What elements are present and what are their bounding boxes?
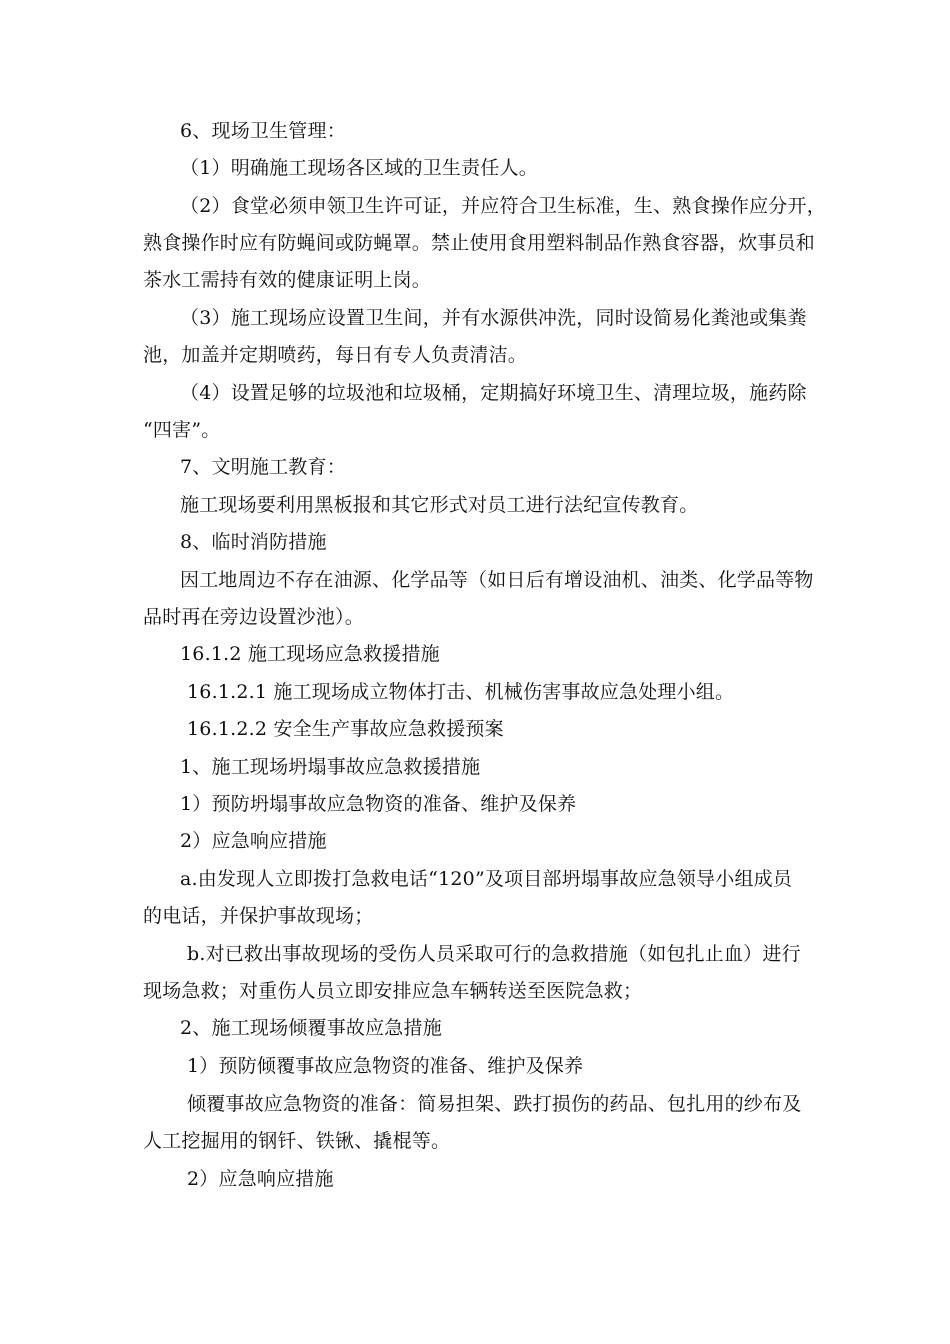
- paragraph-line: 的电话，并保护事故现场；: [143, 905, 374, 927]
- paragraph-line: 现场急救；对重伤人员立即安排应急车辆转送至医院急救；: [143, 980, 643, 1002]
- paragraph-line: （3）施工现场应设置卫生间，并有水源供冲洗，同时设简易化粪池或集粪: [180, 307, 807, 329]
- paragraph-line: 16.1.2.1 施工现场成立物体打击、机械伤害事故应急处理小组。: [187, 681, 735, 703]
- paragraph-line: （1）明确施工现场各区域的卫生责任人。: [180, 157, 538, 179]
- paragraph-line: 2）应急响应措施: [187, 1168, 334, 1190]
- section-heading-education: 7、文明施工教育：: [180, 456, 346, 478]
- paragraph-line: 1）预防坍塌事故应急物资的准备、维护及保养: [180, 793, 577, 815]
- paragraph-line: “四害”。: [143, 419, 221, 441]
- section-heading-16-1-2: 16.1.2 施工现场应急救援措施: [180, 643, 440, 665]
- paragraph-line: 人工挖掘用的钢钎、铁锹、撬棍等。: [143, 1130, 451, 1152]
- paragraph-line: 因工地周边不存在油源、化学品等（如日后有增设油机、油类、化学品等物: [180, 569, 814, 591]
- section-heading-overturn: 2、施工现场倾覆事故应急措施: [180, 1017, 442, 1039]
- paragraph-line: 16.1.2.2 安全生产事故应急救援预案: [187, 718, 504, 740]
- paragraph-line: 池，加盖并定期喷药，每日有专人负责清洁。: [143, 344, 528, 366]
- paragraph-line: （2）食堂必须申领卫生许可证，并应符合卫生标准，生、熟食操作应分开，: [180, 195, 826, 217]
- paragraph-line: a.由发现人立即拨打急救电话“120”及项目部坍塌事故应急领导小组成员: [180, 868, 793, 890]
- paragraph-line: 茶水工需持有效的健康证明上岗。: [143, 269, 432, 291]
- paragraph-line: 施工现场要利用黑板报和其它形式对员工进行法纪宣传教育。: [180, 494, 699, 516]
- paragraph-line: 倾覆事故应急物资的准备：简易担架、跌打损伤的药品、包扎用的纱布及: [187, 1093, 802, 1115]
- section-heading-fire: 8、临时消防措施: [180, 531, 327, 553]
- paragraph-line: （4）设置足够的垃圾池和垃圾桶，定期搞好环境卫生、清理垃圾，施药除: [180, 382, 807, 404]
- paragraph-line: 熟食操作时应有防蝇间或防蝇罩。禁止使用食用塑料制品作熟食容器，炊事员和: [143, 232, 816, 254]
- paragraph-line: 2）应急响应措施: [180, 830, 327, 852]
- paragraph-line: 1）预防倾覆事故应急物资的准备、维护及保养: [187, 1055, 584, 1077]
- section-heading-collapse: 1、施工现场坍塌事故应急救援措施: [180, 756, 481, 778]
- paragraph-line: b.对已救出事故现场的受伤人员采取可行的急救措施（如包扎止血）进行: [187, 943, 801, 965]
- paragraph-line: 品时再在旁边设置沙池）。: [143, 606, 364, 628]
- section-heading-sanitation: 6、现场卫生管理：: [180, 120, 346, 142]
